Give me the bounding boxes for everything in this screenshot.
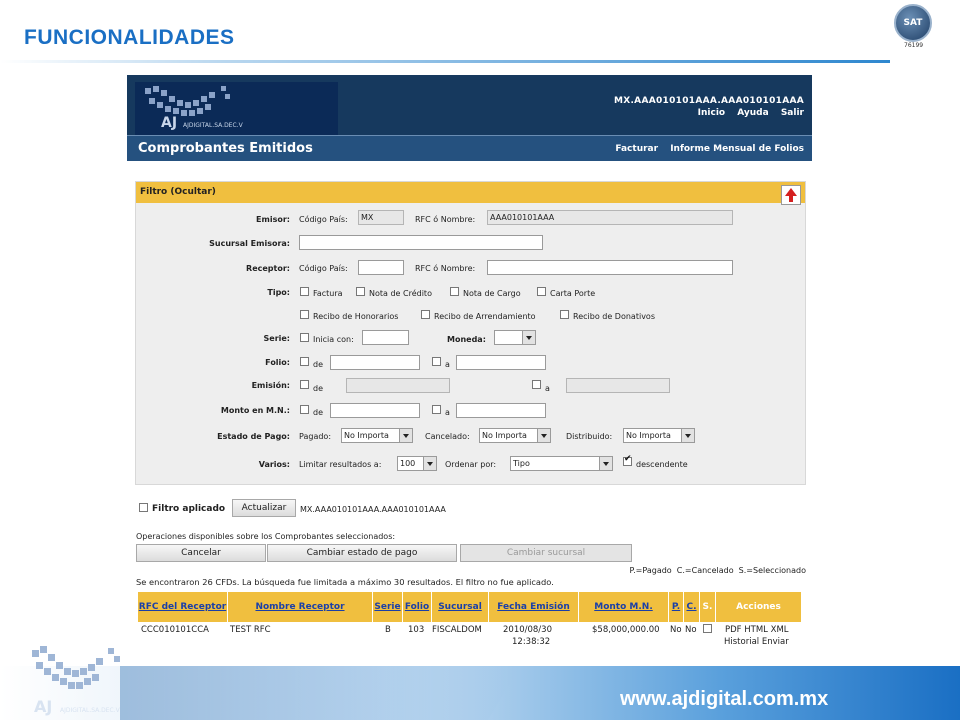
folio-de-label: de xyxy=(313,360,323,369)
emision-de-label: de xyxy=(313,384,323,393)
descendente-checkbox[interactable] xyxy=(623,457,632,466)
distribuido-value: No Importa xyxy=(626,431,671,440)
chevron-down-icon xyxy=(681,429,694,442)
sat-number: 76199 xyxy=(904,42,924,49)
app-logo-icon xyxy=(135,82,338,135)
cancelado-value: No Importa xyxy=(482,431,527,440)
col-folio[interactable]: Folio xyxy=(403,592,432,622)
receptor-rfc-input[interactable] xyxy=(487,260,733,275)
limitar-value: 100 xyxy=(400,459,416,468)
cancelado-label: Cancelado: xyxy=(425,432,470,441)
pagado-value: No Importa xyxy=(344,431,389,440)
tipo-nota-credito-checkbox[interactable] xyxy=(356,287,365,296)
title-rule xyxy=(0,60,890,63)
sat-badge-text: SAT xyxy=(903,18,923,28)
filter-panel xyxy=(135,181,806,485)
cell-cancelado: No xyxy=(685,625,697,635)
chevron-down-icon xyxy=(423,457,436,470)
emisor-pais-input[interactable]: MX xyxy=(358,210,404,225)
tipo-recibo-donativos-label: Recibo de Donativos xyxy=(573,312,655,321)
cancelado-select[interactable] xyxy=(479,428,551,443)
monto-label: Monto en M.N.: xyxy=(220,406,290,415)
folio-a-checkbox[interactable] xyxy=(432,357,441,366)
top-links xyxy=(689,108,804,118)
distribuido-label: Distribuido: xyxy=(566,432,613,441)
footer-accent xyxy=(120,666,520,720)
ordenar-label: Ordenar por: xyxy=(445,460,497,469)
tipo-factura-label: Factura xyxy=(313,289,343,298)
emision-a-checkbox[interactable] xyxy=(532,380,541,389)
link-salir[interactable]: Salir xyxy=(780,108,804,118)
folio-a-label: a xyxy=(445,360,450,369)
cell-serie: B xyxy=(385,625,391,635)
chevron-down-icon xyxy=(399,429,412,442)
estado-pago-label: Estado de Pago: xyxy=(217,432,290,441)
emisor-pais-label: Código País: xyxy=(299,215,348,224)
tipo-recibo-arrendamiento-checkbox[interactable] xyxy=(421,310,430,319)
tipo-carta-porte-label: Carta Porte xyxy=(550,289,596,298)
serie-inicia-label: Inicia con: xyxy=(313,335,354,344)
emision-de-input[interactable] xyxy=(346,378,450,393)
actualizar-button[interactable]: Actualizar xyxy=(232,499,296,517)
receptor-label: Receptor: xyxy=(246,264,290,273)
cancelar-button[interactable]: Cancelar xyxy=(136,544,266,562)
monto-de-label: de xyxy=(313,408,323,417)
sat-logo-icon xyxy=(894,4,932,42)
descendente-label: descendente xyxy=(636,460,688,469)
link-facturar[interactable]: Facturar xyxy=(615,144,659,154)
emisor-rfc-input[interactable]: AAA010101AAA xyxy=(487,210,733,225)
tipo-recibo-honorarios-checkbox[interactable] xyxy=(300,310,309,319)
tipo-recibo-arrendamiento-label: Recibo de Arrendamiento xyxy=(434,312,536,321)
pagado-select[interactable] xyxy=(341,428,413,443)
col-sucursal[interactable]: Sucursal xyxy=(432,592,489,622)
col-cancelado[interactable]: C. xyxy=(684,592,700,622)
receptor-pais-input[interactable] xyxy=(358,260,404,275)
sucursal-input[interactable] xyxy=(299,235,543,250)
tipo-factura-checkbox[interactable] xyxy=(300,287,309,296)
sucursal-label: Sucursal Emisora: xyxy=(209,239,290,248)
emision-de-checkbox[interactable] xyxy=(300,380,309,389)
folio-a-input[interactable] xyxy=(456,355,546,370)
ordenar-select[interactable] xyxy=(510,456,613,471)
filter-toggle[interactable]: Filtro (Ocultar) xyxy=(136,182,805,203)
svg-text:AJ: AJ xyxy=(161,115,178,131)
chevron-down-icon xyxy=(522,331,535,344)
col-monto[interactable]: Monto M.N. xyxy=(579,592,669,622)
moneda-select[interactable] xyxy=(494,330,536,345)
chevron-down-icon xyxy=(537,429,550,442)
user-id: MX.AAA010101AAA.AAA010101AAA xyxy=(613,96,804,106)
serie-label: Serie: xyxy=(263,334,290,343)
col-fecha-emision[interactable]: Fecha Emisión xyxy=(489,592,579,622)
serie-checkbox[interactable] xyxy=(300,333,309,342)
cell-sucursal: FISCALDOM xyxy=(432,625,482,635)
emision-label: Emisión: xyxy=(251,381,290,390)
filter-summary: MX.AAA010101AAA.AAA010101AAA xyxy=(300,505,446,514)
footer-brand-text: AJDIGITAL.SA.DEC.V xyxy=(60,707,120,714)
ordenar-value: Tipo xyxy=(513,459,530,468)
results-table-header xyxy=(138,592,802,622)
monto-de-checkbox[interactable] xyxy=(300,405,309,414)
tipo-nota-cargo-checkbox[interactable] xyxy=(450,287,459,296)
tipo-recibo-donativos-checkbox[interactable] xyxy=(560,310,569,319)
cell-monto: $58,000,000.00 xyxy=(592,625,660,635)
filtro-aplicado-checkbox[interactable] xyxy=(139,503,148,512)
results-summary: Se encontraron 26 CFDs. La búsqueda fue limitada a máximo 30 resultados. El filtro no fue aplicado. xyxy=(136,577,554,587)
cell-fecha: 2010/08/30 xyxy=(503,625,552,635)
varios-label: Varios: xyxy=(258,460,290,469)
emision-a-input[interactable] xyxy=(566,378,670,393)
tipo-nota-credito-label: Nota de Crédito xyxy=(369,289,432,298)
col-nombre-receptor[interactable]: Nombre Receptor xyxy=(228,592,373,622)
footer-logo-icon xyxy=(18,640,138,720)
link-informe-mensual[interactable]: Informe Mensual de Folios xyxy=(670,144,804,154)
monto-de-input[interactable] xyxy=(330,403,420,418)
col-pagado[interactable]: P. xyxy=(669,592,684,622)
tipo-carta-porte-checkbox[interactable] xyxy=(537,287,546,296)
svg-text:AJ: AJ xyxy=(34,697,53,716)
col-serie[interactable]: Serie xyxy=(373,592,403,622)
folio-de-input[interactable] xyxy=(330,355,420,370)
col-seleccionado: S. xyxy=(700,592,716,622)
slide-title: FUNCIONALIDADES xyxy=(24,26,235,49)
page-title: Comprobantes Emitidos xyxy=(138,141,313,156)
receptor-rfc-label: RFC ó Nombre: xyxy=(415,264,476,273)
cell-rfc: CCC010101CCA xyxy=(141,625,209,635)
monto-a-label: a xyxy=(445,408,450,417)
cambiar-estado-pago-button[interactable]: Cambiar estado de pago xyxy=(267,544,457,562)
brand-text: AJDIGITAL.SA.DEC.V xyxy=(183,122,243,129)
folio-label: Folio: xyxy=(265,358,290,367)
cambiar-sucursal-button[interactable]: Cambiar sucursal xyxy=(460,544,632,562)
emision-a-label: a xyxy=(545,384,550,393)
folio-de-checkbox[interactable] xyxy=(300,357,309,366)
emisor-rfc-label: RFC ó Nombre: xyxy=(415,215,476,224)
limitar-select[interactable] xyxy=(397,456,437,471)
tipo-recibo-honorarios-label: Recibo de Honorarios xyxy=(313,312,399,321)
row-select-checkbox[interactable] xyxy=(703,624,712,633)
serie-input[interactable] xyxy=(362,330,409,345)
monto-a-input[interactable] xyxy=(456,403,546,418)
receptor-pais-label: Código País: xyxy=(299,264,348,273)
link-inicio[interactable]: Inicio xyxy=(697,108,726,118)
moneda-label: Moneda: xyxy=(447,335,486,344)
cell-hora: 12:38:32 xyxy=(512,637,551,647)
app-screenshot xyxy=(127,75,812,647)
operations-label: Operaciones disponibles sobre los Comprobantes seleccionados: xyxy=(136,532,396,541)
filtro-aplicado-label: Filtro aplicado xyxy=(152,504,226,514)
collapse-arrow-icon[interactable] xyxy=(781,185,801,205)
pagado-label: Pagado: xyxy=(299,432,332,441)
col-rfc-receptor[interactable]: RFC del Receptor xyxy=(138,592,228,622)
monto-a-checkbox[interactable] xyxy=(432,405,441,414)
tipo-nota-cargo-label: Nota de Cargo xyxy=(463,289,521,298)
app-header xyxy=(127,75,812,135)
link-ayuda[interactable]: Ayuda xyxy=(737,108,769,118)
page-nav xyxy=(606,144,804,154)
chevron-down-icon xyxy=(599,457,612,470)
page-bar xyxy=(127,135,812,161)
tipo-label: Tipo: xyxy=(267,288,290,297)
distribuido-select[interactable] xyxy=(623,428,695,443)
cell-nombre: TEST RFC xyxy=(230,625,271,635)
col-acciones: Acciones xyxy=(716,592,802,622)
emisor-label: Emisor: xyxy=(256,215,290,224)
status-legend: P.=Pagado C.=Cancelado S.=Seleccionado xyxy=(629,566,806,575)
footer-url[interactable]: www.ajdigital.com.mx xyxy=(620,688,829,710)
row-actions-history[interactable]: Historial Enviar xyxy=(724,637,789,647)
cell-pagado: No xyxy=(670,625,682,635)
cell-folio: 103 xyxy=(408,625,425,635)
row-actions-docs[interactable]: PDF HTML XML xyxy=(725,625,789,635)
limitar-label: Limitar resultados a: xyxy=(299,460,382,469)
